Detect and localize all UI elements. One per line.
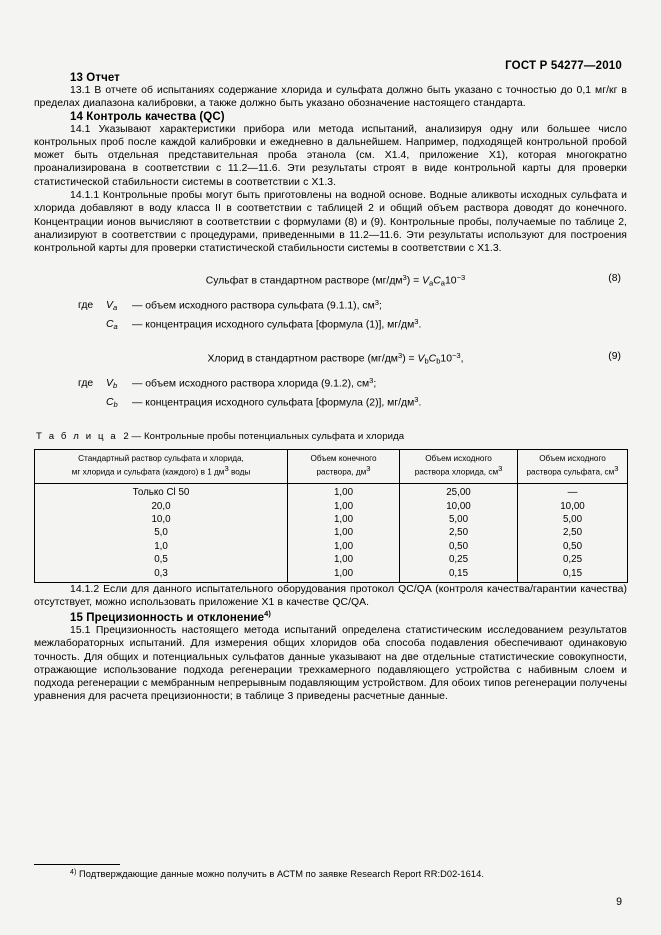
formula-8-def2-key-letter: C xyxy=(106,319,114,331)
footnote-area xyxy=(34,864,627,879)
formula-8-def1-text: — объем исходного раствора сульфата (9.1.1), см xyxy=(132,300,375,312)
table-cell: 1,00 xyxy=(288,566,400,582)
th3-line2-sup: 3 xyxy=(498,464,503,474)
footnote-divider xyxy=(34,864,120,865)
table-row xyxy=(35,484,628,500)
table-cell: 1,00 xyxy=(288,500,400,513)
formula-8-lead: Сульфат в стандартном растворе (мг/дм xyxy=(205,274,403,286)
formula-9-def1-text: — объем исходного раствора хлорида (9.1.2), см xyxy=(132,378,370,390)
table-2-header-cell-2 xyxy=(288,449,400,484)
footnote-marker: 4) xyxy=(70,868,77,876)
table-cell: 2,50 xyxy=(400,526,518,539)
table-2-header-row xyxy=(35,449,628,484)
heading-section-14: 14 Контроль качества (QC) xyxy=(70,110,225,123)
formula-8-def1-key xyxy=(106,299,132,314)
formula-9-lead: Хлорид в стандартном растворе (мг/дм xyxy=(207,353,398,365)
table-cell: 1,0 xyxy=(35,540,288,553)
th1-line1: Стандартный раствор сульфата и хлорида, xyxy=(78,453,244,463)
table-cell: 1,00 xyxy=(288,513,400,526)
formula-9-lead-sup: 3 xyxy=(397,350,403,360)
table-row xyxy=(35,553,628,566)
formula-9-var2: C xyxy=(428,353,437,365)
table-cell: 0,50 xyxy=(400,540,518,553)
table-cell: 2,50 xyxy=(518,526,628,539)
table-2-header-cell-1 xyxy=(35,449,288,484)
formula-9-var1-sub: b xyxy=(424,355,429,365)
table-cell: 25,00 xyxy=(400,484,518,500)
th2-line2-sup: 3 xyxy=(366,464,371,474)
formula-8-def2-text: — концентрация исходного сульфата [формула (1)], мг/дм xyxy=(132,319,415,331)
table-2-caption-label: Т а б л и ц а xyxy=(36,430,118,442)
formula-8-lead-tail: ) = xyxy=(406,274,423,286)
th4-line2a: раствора сульфата, см xyxy=(526,467,615,477)
heading-section-15-footnote-marker: 4) xyxy=(264,609,272,619)
table-row xyxy=(35,500,628,513)
formula-9-factor-sup: −3 xyxy=(451,350,461,360)
table-row xyxy=(35,526,628,539)
heading-section-13: 13 Отчет xyxy=(70,72,120,84)
formula-8-definition-row-2 xyxy=(78,315,627,334)
document-header: ГОСТ Р 54277—2010 xyxy=(505,60,622,72)
formula-9-lead-tail: ) = xyxy=(402,353,418,365)
table-2-caption-number: 2 xyxy=(123,430,129,442)
formula-9-def1-sup: 3 xyxy=(369,375,374,385)
table-cell: 1,00 xyxy=(288,553,400,566)
table-cell: Только Cl 50 xyxy=(35,484,288,500)
formula-8-definition-row-1 xyxy=(78,296,627,315)
formula-8-def1-key-letter: V xyxy=(106,300,113,312)
th1-line2b: воды xyxy=(228,467,251,477)
formula-9-def2-key xyxy=(106,396,132,411)
formula-9-def1-tail: ; xyxy=(373,378,377,390)
formula-8-def2-tail: . xyxy=(418,319,422,331)
formula-9-def2-sup: 3 xyxy=(414,394,419,404)
formula-9-def1-key-sub: b xyxy=(112,381,118,391)
paragraph-14-1: 14.1 Указывают характеристики прибора или метода испытаний, анализируя одну или большее число контрольных проб после каждой калибровки и ежедневно в дальнейшем. Например, подходящей контрольной пробой может быть отдельная представительная проба этанола (см. X1.4, приложение X1), которая многократно проанализирована в соответствии с 11.2—11.6. Эти результаты строят в виде контрольной карты для проверки статистической стабильности системы в соответствии с X1.3. xyxy=(34,123,627,188)
table-cell: 5,00 xyxy=(518,513,628,526)
th4-line2-sup: 3 xyxy=(614,464,619,474)
table-cell: 0,15 xyxy=(518,566,628,582)
table-cell: 10,00 xyxy=(400,500,518,513)
table-row xyxy=(35,540,628,553)
formula-9-def1-key xyxy=(106,377,132,392)
table-2-header-cell-4 xyxy=(518,449,628,484)
footnote-text: Подтверждающие данные можно получить в АСТМ по заявке Research Report RR:D02-1614. xyxy=(78,869,484,879)
formula-8-var1-sub: a xyxy=(429,277,434,287)
table-cell: 0,15 xyxy=(400,566,518,582)
formula-8-var2: C xyxy=(433,274,441,286)
table-cell: 0,3 xyxy=(35,566,288,582)
formula-8 xyxy=(34,273,627,287)
formula-8-def2-sup: 3 xyxy=(414,316,419,326)
paragraph-13-1: 13.1 В отчете об испытаниях содержание хлорида и сульфата должно быть указано с точностью до 0,1 мг/кг в пределах диапазона калибровки, а также должно быть указано обозначение настоящего стандарта. xyxy=(34,85,627,110)
footnote xyxy=(34,869,627,879)
formula-9-def2-key-letter: C xyxy=(106,397,114,409)
th1-line2a: мг хлорида и сульфата (каждого) в 1 дм xyxy=(71,467,225,477)
table-2-caption xyxy=(34,431,627,442)
heading-section-15 xyxy=(34,609,627,624)
formula-9-definition-row-1 xyxy=(78,374,627,393)
table-cell: 5,00 xyxy=(400,513,518,526)
formula-8-number: (8) xyxy=(608,272,621,284)
page-number: 9 xyxy=(616,896,622,908)
th2-line2a: раствора, дм xyxy=(316,467,367,477)
heading-section-15-text: 15 Прецизионность и отклонение xyxy=(70,611,265,624)
where-label-8: где xyxy=(78,300,94,312)
table-2 xyxy=(34,449,628,583)
formula-8-def1-tail: ; xyxy=(378,300,382,312)
table-cell: 0,5 xyxy=(35,553,288,566)
th3-line1: Объем исходного xyxy=(425,453,492,463)
formula-9-def2-key-sub: b xyxy=(113,400,118,410)
table-cell: 0,50 xyxy=(518,540,628,553)
formula-8-var2-sub: a xyxy=(440,277,445,287)
table-row xyxy=(35,513,628,526)
paragraph-15-1: 15.1 Прецизионность настоящего метода испытаний определена статистическим исследованием результатов межлабораторных испытаний. Для измерения общих хлоридов оба способа подавления обеспечивают одинаковую точность. Для общих и потенциальных сульфатов данные указывают на две отдельные статистические совокупности, отражающие использование подхода регенерации трехкамерного подавляющего устройства с набивным слоем и подхода регенерации с мембранным непрерывным подавляющим устройством. Для обоих типов регенерации получены уравнения для расчета прецизионности; в таблице 3 приведены расчетные данные. xyxy=(34,624,627,703)
table-cell: 0,25 xyxy=(400,553,518,566)
table-2-header-cell-3 xyxy=(400,449,518,484)
formula-8-def2-key-sub: a xyxy=(113,322,118,332)
formula-9-var2-sub: b xyxy=(436,355,441,365)
table-cell: 10,0 xyxy=(35,513,288,526)
table-cell: — xyxy=(518,484,628,500)
table-cell: 20,0 xyxy=(35,500,288,513)
th4-line1: Объем исходного xyxy=(539,453,606,463)
formula-8-def1-key-sub: a xyxy=(112,303,118,313)
formula-8-var1: V xyxy=(422,274,430,286)
formula-9-def1-key-letter: V xyxy=(106,378,113,390)
formula-9-def2-text: — концентрация исходного сульфата [формула (2)], мг/дм xyxy=(132,397,415,409)
paragraph-14-1-1: 14.1.1 Контрольные пробы могут быть приготовлены на водной основе. Водные аликвоты исходных сульфата и хлорида добавляют в воду класса II в соответствии с таблицей 2 и общий объем раствора доводят до конечного. Концентрации ионов вычисляют в соответствии с формулами (8) и (9). Контрольные пробы, получаемые по таблице 2, анализируют в соответствии с процедурами, приведенными в 11.2—11.6. Эти результаты используют для построения контрольной карты для проверки статистической стабильности системы в соответствии с X1.3. xyxy=(34,190,627,255)
table-cell: 1,00 xyxy=(288,484,400,500)
formula-9-definitions xyxy=(34,374,627,412)
th3-line2a: раствора хлорида, см xyxy=(414,467,499,477)
formula-8-def1-sup: 3 xyxy=(374,297,379,307)
th1-line2-sup: 3 xyxy=(224,464,229,474)
formula-9 xyxy=(34,351,627,365)
table-cell: 5,0 xyxy=(35,526,288,539)
paragraph-14-1-2: 14.1.2 Если для данного испытательного оборудования протокол QC/QA (контроля качества/гарантии качества) отсутствует, можно использовать приложение X1 в качестве QC/QA. xyxy=(34,583,627,608)
table-cell: 1,00 xyxy=(288,540,400,553)
table-2-caption-title: Контрольные пробы потенциальных сульфата и хлорида xyxy=(143,430,405,442)
formula-9-factor: 10 xyxy=(440,353,452,365)
formula-8-def2-key xyxy=(106,318,132,333)
formula-8-factor-sup: −3 xyxy=(456,272,466,282)
formula-8-definitions xyxy=(34,296,627,334)
table-cell: 1,00 xyxy=(288,526,400,539)
formula-9-var1: V xyxy=(417,353,425,365)
formula-9-factor-tail: , xyxy=(460,353,464,365)
formula-9-def2-tail: . xyxy=(418,397,422,409)
where-label-9: где xyxy=(78,378,94,390)
table-2-caption-dash: — xyxy=(131,430,142,442)
table-cell: 0,25 xyxy=(518,553,628,566)
table-cell: 10,00 xyxy=(518,500,628,513)
formula-8-lead-sup: 3 xyxy=(402,272,407,282)
table-row xyxy=(35,566,628,582)
table-2-body xyxy=(35,484,628,582)
formula-9-definition-row-2 xyxy=(78,393,627,412)
formula-8-factor: 10 xyxy=(445,274,457,286)
th2-line1: Объем конечного xyxy=(310,453,377,463)
formula-9-number: (9) xyxy=(608,350,621,362)
